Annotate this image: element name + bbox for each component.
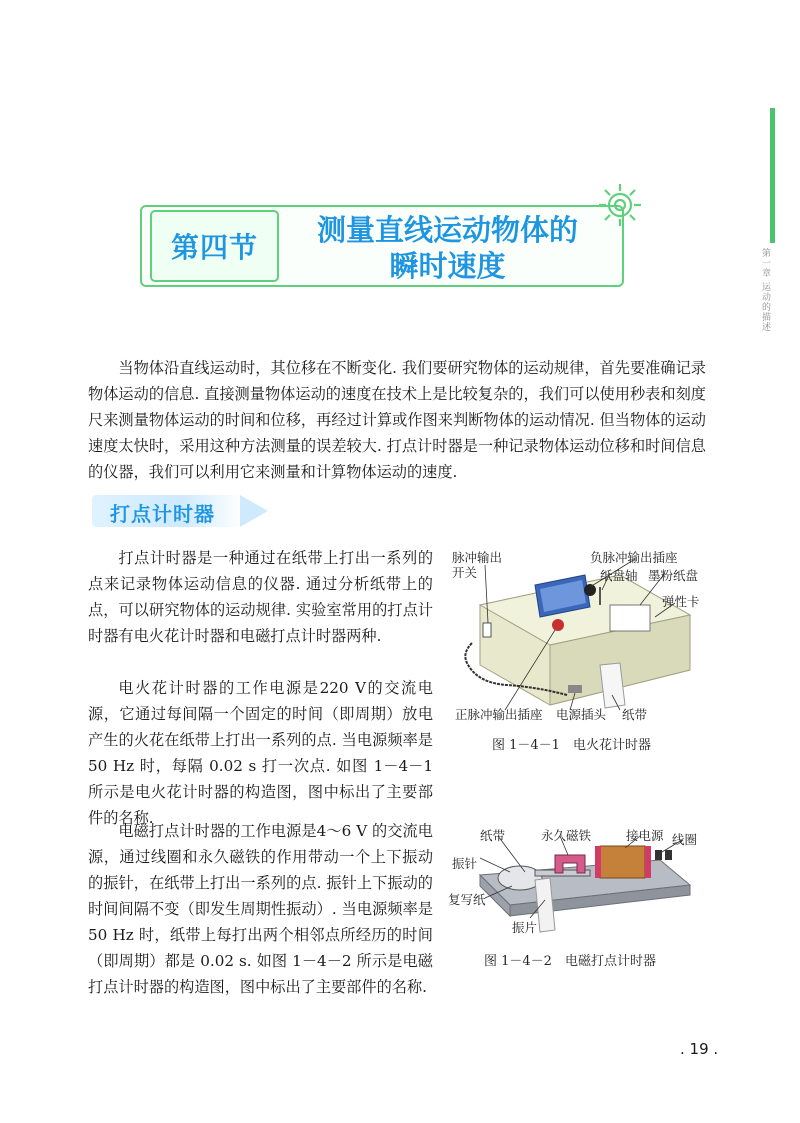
- fig2-label-carbon-paper: 复写纸: [448, 892, 486, 907]
- intro-paragraph: 当物体沿直线运动时，其位移在不断变化. 我们要研究物体的运动规律，首先要准确记录物体运动的信息. 直接测量物体运动的速度在技术上是比较复杂的，我们可以使用秒表和刻度尺来测量物体运动的时间和位移，再经过计算或作图来判断物体的运动情况. 但当物体的运动速度太快时，采用这种方法测量的误差较大. 打点计时器是一种记录物体运动位移和时间信息的仪器，我们可以利用它来测量和计算物体运动的速度.: [88, 359, 706, 481]
- fig1-label-tape-axle: 纸盘轴: [600, 568, 638, 583]
- fig1-label-spring-clip: 弹性卡: [662, 594, 700, 609]
- fig1-label-positive-socket: 正脉冲输出插座: [455, 707, 543, 722]
- fig2-label-needle: 振针: [452, 856, 478, 871]
- fig2-label-coil: 线圈: [672, 832, 698, 847]
- fig1-label-ink-disc: 墨粉纸盘: [648, 568, 699, 583]
- side-accent-bar: [770, 108, 775, 243]
- gear-icon: [595, 180, 645, 230]
- paragraph-electromagnetic-timer: 电磁打点计时器的工作电源是4～6 V 的交流电源，通过线圈和永久磁铁的作用带动一个上下振动的振针，在纸带上打出一系列的点. 振针上下振动的时间间隔不变（即发生周期性振动）. 当电源频率是 50 Hz 时，纸带上每打出两个相邻点所经历的时间（即周期）都是 0.02 s. 如图 1－4－2 所示是电磁打点计时器的构造图，图中标出了主要部件的名称.: [88, 822, 433, 996]
- paragraph-timer-intro: 打点计时器是一种通过在纸带上打出一系列的点来记录物体运动信息的仪器. 通过分析纸带上的点，可以研究物体的运动规律. 实验室常用的打点计时器有电火花计时器和电磁打点计时器两种.: [88, 549, 433, 645]
- subheading-banner-tail: [240, 495, 268, 527]
- fig1-label-power-plug: 电源插头: [556, 707, 607, 722]
- fig1-label-pulse-switch-line2: 开关: [452, 565, 478, 580]
- section-number-badge: [150, 210, 279, 282]
- section-title: [285, 212, 610, 284]
- fig1-label-negative-socket: 负脉冲输出插座: [590, 550, 678, 565]
- subheading-title: 打点计时器: [110, 502, 215, 526]
- fig1-caption: 图 1－4－1 电火花计时器: [492, 738, 651, 753]
- section-title-line1: 测量直线运动物体的: [316, 213, 578, 247]
- fig1-label-pulse-switch-line1: 脉冲输出: [452, 550, 503, 565]
- side-running-text: 第一章 运动的描述: [760, 248, 770, 332]
- paragraph-spark-timer: 电火花计时器的工作电源是220 V的交流电源，它通过每间隔一个固定的时间（即周期）放电产生的火花在纸带上打出一系列的点. 当电源频率是 50 Hz 时，每隔 0.02 s 打一次点. 如图 1－4－1 所示是电火花计时器的构造图，图中标出了主要部件的名称.: [88, 679, 433, 827]
- section-title-line2: 瞬时速度: [389, 249, 506, 283]
- section-number: 第四节: [170, 231, 258, 264]
- fig2-label-paper-tape: 纸带: [480, 828, 506, 843]
- fig2-caption: 图 1－4－2 电磁打点计时器: [484, 954, 656, 969]
- fig1-label-paper-tape: 纸带: [622, 707, 648, 722]
- page-number: . 19 .: [680, 1040, 719, 1058]
- fig2-label-permanent-magnet: 永久磁铁: [541, 828, 592, 843]
- fig2-label-reed: 振片: [512, 920, 538, 935]
- fig2-label-power-terminal: 接电源: [626, 828, 664, 843]
